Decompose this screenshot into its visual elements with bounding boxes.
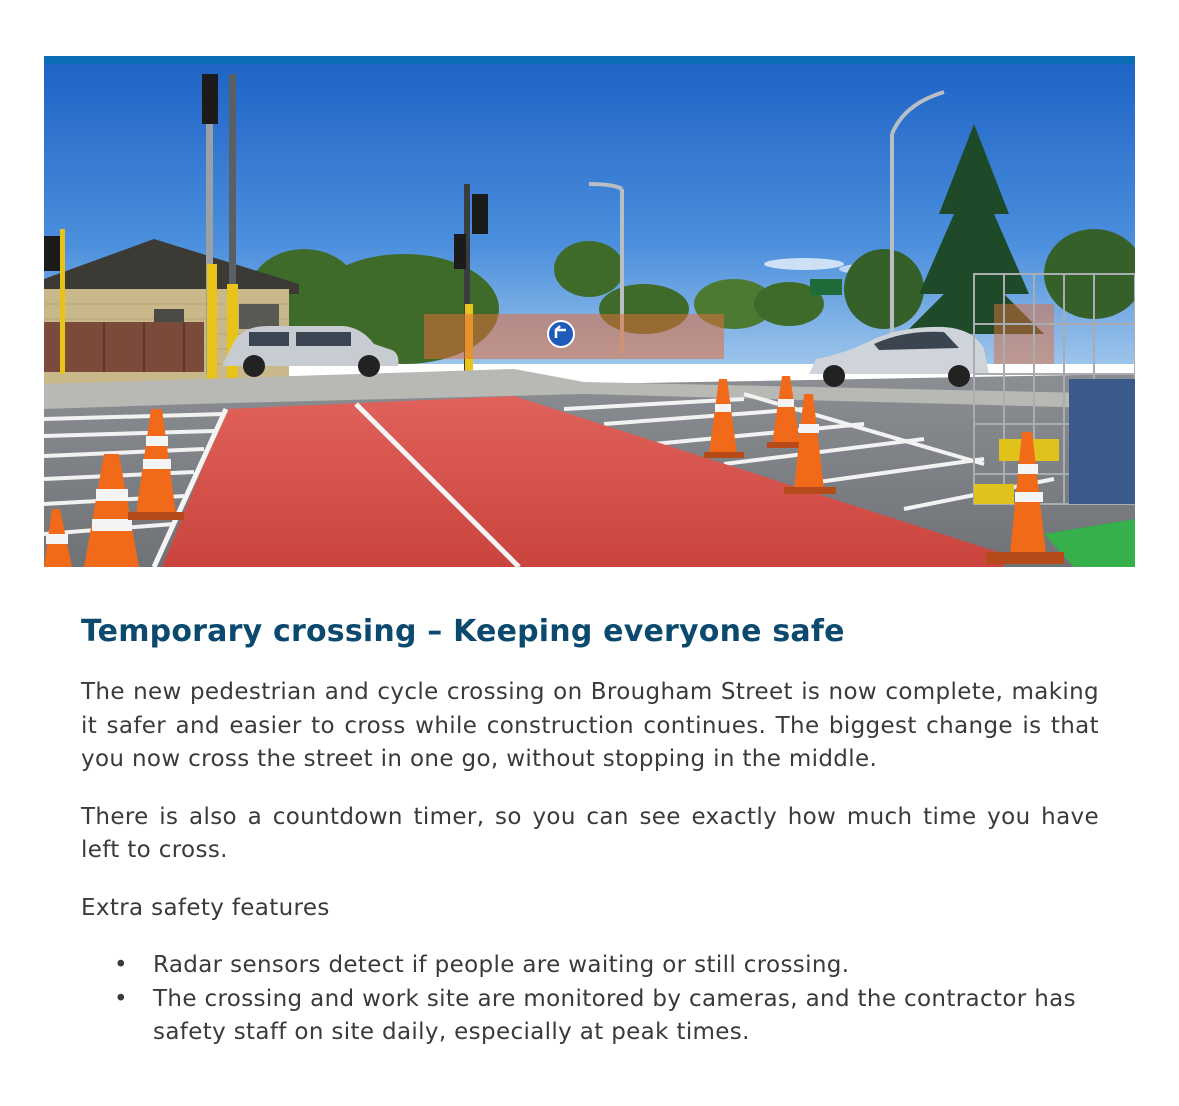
- list-item-text: The crossing and work site are monitored by cameras, and the contractor has safety staff on site daily, especially at peak times.: [153, 985, 1076, 1045]
- accent-rule: [44, 56, 1135, 64]
- paragraph: The new pedestrian and cycle crossing on Brougham Street is now complete, making it safer and easier to cross while construction continues. The biggest change is that you now cross the street in one go, without stopping in the middle.: [81, 679, 1099, 772]
- list-item: [81, 983, 1099, 1050]
- list-item-text: Radar sensors detect if people are waiting or still crossing.: [153, 952, 850, 978]
- yellow-fence-foot: [974, 484, 1014, 504]
- fence: [44, 322, 204, 372]
- direction-sign: [810, 279, 842, 295]
- paragraph: There is also a countdown timer, so you can see exactly how much time you have left to cross.: [81, 803, 1099, 863]
- keep-left-sign: [548, 321, 574, 347]
- blue-signboard: [1069, 379, 1135, 504]
- article-body: [44, 614, 1135, 1050]
- bullet-icon: •: [114, 952, 128, 978]
- subheading: Extra safety features: [81, 894, 330, 921]
- bullet-icon: •: [114, 985, 128, 1012]
- newsletter-article: [44, 56, 1135, 1050]
- article-headline: Temporary crossing – Keeping everyone safe: [81, 614, 845, 649]
- list-item: [81, 949, 1099, 983]
- safety-features-list: [81, 949, 1099, 1050]
- crossing-photo: [44, 64, 1135, 567]
- cloud: [764, 258, 844, 270]
